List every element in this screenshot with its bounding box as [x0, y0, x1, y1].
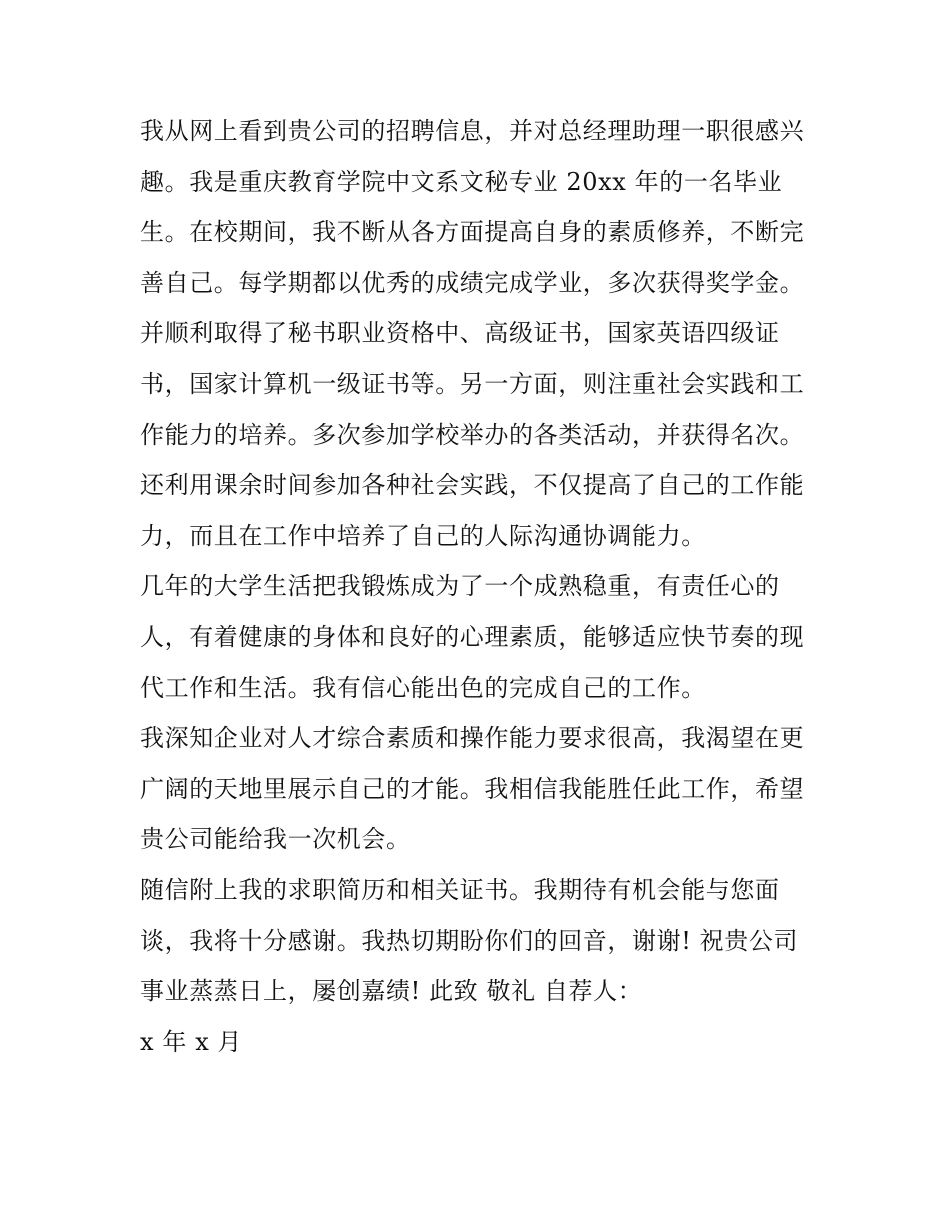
text-line: 人，有着健康的身体和良好的心理素质，能够适应快节奏的现 — [140, 622, 805, 651]
text-line: 还利用课余时间参加各种社会实践，不仅提高了自己的工作能 — [140, 471, 805, 500]
text-line: 我从网上看到贵公司的招聘信息，并对总经理助理一职很感兴 — [140, 117, 805, 145]
text-line: 谈，我将十分感谢。我热切期盼你们的回音，谢谢! 祝贵公司 — [140, 926, 799, 955]
text-line: 生。在校期间，我不断从各方面提高自身的素质修养，不断完 — [140, 218, 805, 247]
text-line: 趣。我是重庆教育学院中文系文秘专业 20xx 年的一名毕业 — [140, 167, 783, 196]
text-line: 代工作和生活。我有信心能出色的完成自己的工作。 — [140, 673, 706, 702]
text-line: 我深知企业对人才综合素质和操作能力要求很高，我渴望在更 — [140, 724, 805, 753]
text-line: 力，而且在工作中培养了自己的人际沟通协调能力。 — [140, 521, 706, 550]
text-line: 几年的大学生活把我锻炼成为了一个成熟稳重，有责任心的 — [140, 572, 780, 601]
text-line: 作能力的培养。多次参加学校举办的各类活动，并获得名次。 — [140, 420, 805, 449]
text-line: 事业蒸蒸日上，屡创嘉绩! 此致 敬礼 自荐人： — [140, 977, 643, 1006]
text-line: 书，国家计算机一级证书等。另一方面，则注重社会实践和工 — [140, 369, 805, 398]
date-line: x 年 x 月 — [140, 1027, 243, 1056]
text-line: 贵公司能给我一次机会。 — [140, 825, 411, 854]
text-line: 随信附上我的求职简历和相关证书。我期待有机会能与您面 — [140, 875, 780, 904]
text-line: 广阔的天地里展示自己的才能。我相信我能胜任此工作，希望 — [140, 774, 805, 803]
text-line: 并顺利取得了秘书职业资格中、高级证书，国家英语四级证 — [140, 319, 780, 348]
text-line: 善自己。每学期都以优秀的成绩完成学业，多次获得奖学金。 — [140, 268, 805, 297]
letter-body — [140, 106, 820, 1067]
